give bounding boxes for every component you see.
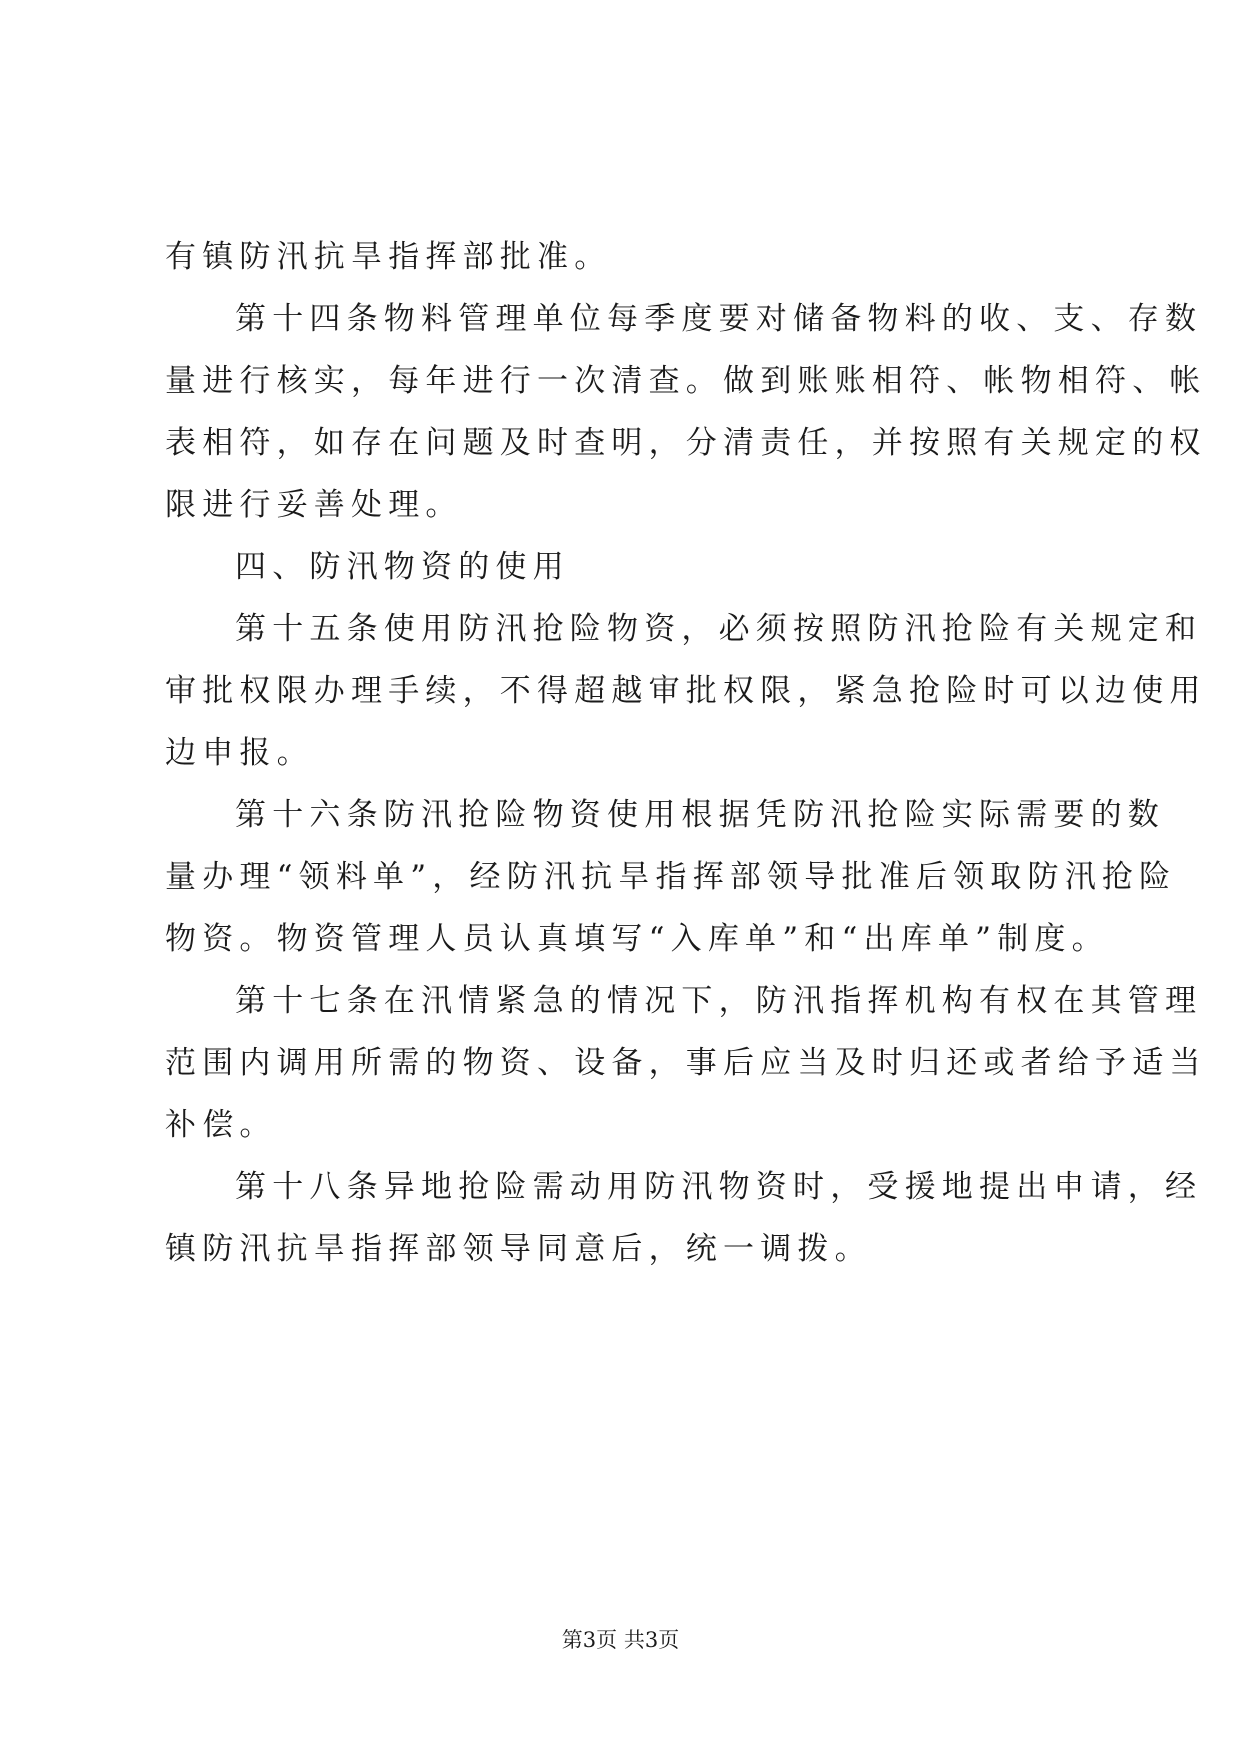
text-line: 限进行妥善处理。 — [165, 487, 463, 523]
text-line: 补偿。 — [165, 1107, 277, 1143]
text-line: 量办理“领料单”，经防汛抗旱指挥部领导批准后领取防汛抢险 — [165, 859, 1177, 895]
page-footer: 第3页 共3页 — [561, 1628, 680, 1652]
article-16-line: 第十六条防汛抢险物资使用根据凭防汛抢险实际需要的数 — [235, 797, 1165, 833]
text-line: 范围内调用所需的物资、设备，事后应当及时归还或者给予适当 — [165, 1045, 1207, 1081]
article-18-line: 第十八条异地抢险需动用防汛物资时，受援地提出申请，经 — [235, 1169, 1203, 1205]
text-line: 审批权限办理手续，不得超越审批权限，紧急抢险时可以边使用 — [165, 673, 1207, 709]
text-line: 物资。物资管理人员认真填写“入库单”和“出库单”制度。 — [165, 921, 1109, 957]
text-line: 边申报。 — [165, 735, 314, 771]
text-line: 表相符，如存在问题及时查明，分清责任，并按照有关规定的权 — [165, 425, 1207, 461]
section-heading: 四、防汛物资的使用 — [235, 549, 570, 585]
text-line: 有镇防汛抗旱指挥部批准。 — [165, 239, 612, 275]
text-line: 镇防汛抗旱指挥部领导同意后，统一调拨。 — [165, 1231, 872, 1267]
document-body — [165, 226, 1207, 1280]
article-17-line: 第十七条在汛情紧急的情况下，防汛指挥机构有权在其管理 — [235, 983, 1203, 1019]
article-14-line: 第十四条物料管理单位每季度要对储备物料的收、支、存数 — [235, 301, 1203, 337]
text-line: 量进行核实，每年进行一次清查。做到账账相符、帐物相符、帐 — [165, 363, 1207, 399]
article-15-line: 第十五条使用防汛抢险物资，必须按照防汛抢险有关规定和 — [235, 611, 1203, 647]
